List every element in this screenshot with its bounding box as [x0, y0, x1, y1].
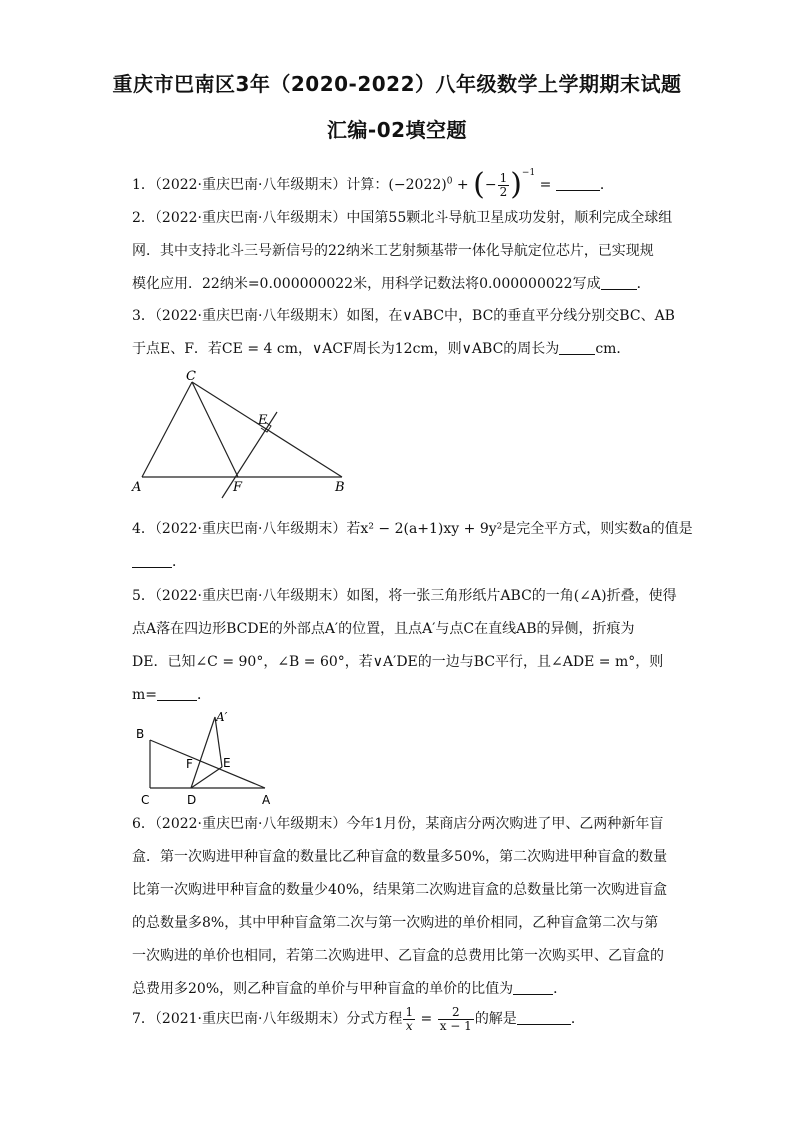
fig3-label-a: A — [132, 480, 142, 495]
fig3-label-c: C — [186, 370, 196, 384]
q5-answer-blank[interactable] — [157, 686, 197, 701]
fig5-label-a: A — [262, 793, 271, 807]
q5-line-3: DE．已知∠C = 90°，∠B = 60°，若∨A′DE的一边与BC平行，且∠ADE = m°，则 — [132, 654, 664, 670]
q6-line-1: 6．（2022·重庆巴南·八年级期末）今年1月份，某商店分两次购进了甲、乙两种新年盲 — [132, 816, 664, 832]
q7-suffix: 的解是 — [474, 1011, 517, 1027]
fig5-folded-ea1 — [215, 717, 222, 767]
question-7 — [132, 1003, 664, 1036]
q1-exponent-neg-one: −1 — [521, 168, 536, 178]
q2-line-2: 网．其中支持北斗三号新信号的22纳米工艺射频基带一体化导航定位芯片，已实现规 — [132, 243, 654, 259]
q1-answer-blank[interactable] — [556, 176, 600, 191]
fig5-side-ba — [150, 740, 265, 788]
q6-line-2: 盒．第一次购进甲种盲盒的数量比乙种盲盒的数量多50%，第二次购进甲种盲盒的数量 — [132, 849, 668, 865]
question-6 — [132, 808, 668, 1006]
q1-minus: − — [484, 177, 497, 193]
q2-end: ． — [636, 276, 651, 292]
q4-end: ． — [172, 554, 186, 570]
q5-end: ． — [197, 687, 212, 703]
question-1 — [132, 157, 664, 202]
fig5-label-a-prime: A′ — [216, 710, 228, 724]
q1-fraction-numerator: 1 — [499, 170, 508, 185]
fig5-label-d: D — [187, 793, 197, 807]
q1-fraction-denominator: 2 — [499, 184, 508, 199]
q1-exponent-zero: 0 — [446, 176, 453, 187]
fig5-label-e: E — [223, 756, 231, 770]
fig3-label-f: F — [233, 480, 243, 495]
page-subtitle: 汇编-02填空题 — [326, 118, 468, 142]
q2-line-1: 2．（2022·重庆巴南·八年级期末）中国第55颗北斗导航卫星成功发射，顺利完成全球组 — [132, 210, 673, 226]
figure-q5-fold — [130, 705, 290, 810]
q6-answer-blank[interactable] — [513, 980, 553, 995]
q6-end: ． — [553, 981, 568, 997]
q1-paren-right: ) — [510, 167, 522, 202]
q7-left-numerator: 1 — [405, 1004, 414, 1019]
q7-fraction-right — [438, 1006, 474, 1033]
q7-end: ． — [570, 1011, 585, 1027]
q7-left-denominator: x — [405, 1018, 413, 1033]
q5-line-1: 5．（2022·重庆巴南·八年级期末）如图，将一张三角形纸片ABC的一角(∠A)折叠，使得 — [132, 588, 677, 604]
q7-equals: = — [416, 1011, 437, 1027]
fig5-folded-da1 — [191, 717, 215, 788]
q2-answer-blank[interactable] — [601, 275, 637, 290]
page-title: 重庆市巴南区3年（2020-2022）八年级数学上学期期末试题 — [112, 72, 682, 96]
fig5-label-b: B — [136, 727, 145, 741]
q3-line-1: 3．（2022·重庆巴南·八年级期末）如图，在∨ABC中，BC的垂直平分线分别交BC、AB — [132, 308, 675, 324]
fig3-label-e: E — [258, 413, 268, 428]
fig3-label-b: B — [335, 480, 345, 495]
q7-fraction-left — [403, 1006, 415, 1033]
fig5-crease-de — [191, 767, 222, 788]
fig5-label-f: F — [186, 757, 193, 771]
question-2 — [132, 202, 673, 301]
question-3 — [132, 300, 675, 366]
q1-equals: = — [535, 177, 556, 193]
q5-line-2: 点A落在四边形BCDE的外部点A′的位置，且点A′与点C在直线AB的异侧，折痕为 — [132, 621, 635, 637]
q7-right-denominator: x − 1 — [439, 1018, 472, 1033]
q6-line-4: 的总数量多8%，其中甲种盲盒第二次与第一次购进的单价相同，乙种盲盒第二次与第 — [132, 915, 659, 931]
q3-unit: cm． — [595, 341, 631, 357]
q7-prefix: 7．（2021·重庆巴南·八年级期末）分式方程 — [132, 1011, 403, 1027]
q5-line-4: m= — [132, 687, 158, 703]
fig3-side-ca — [142, 382, 192, 477]
q3-answer-blank[interactable] — [559, 340, 595, 355]
q2-line-3: 模化应用．22纳米=0.000000022米，用科学记数法将0.000000022写成 — [132, 276, 601, 292]
q3-line-2: 于点E、F．若CE = 4 cm，∨ACF周长为12cm，则∨ABC的周长为 — [132, 341, 560, 357]
q1-fraction — [498, 172, 510, 199]
q7-answer-blank[interactable] — [517, 1010, 571, 1025]
q6-line-6: 总费用多20%，则乙种盲盒的单价与甲种盲盒的单价的比值为 — [132, 981, 514, 997]
figure-q3-triangle — [130, 370, 360, 500]
q6-line-3: 比第一次购进甲种盲盒的数量少40%，结果第二次购进盲盒的总数量比第一次购进盲盒 — [132, 882, 668, 898]
q4-answer-blank[interactable] — [132, 553, 172, 568]
q4-line-1: 4．（2022·重庆巴南·八年级期末）若x² − 2(a+1)xy + 9y²是完全平方式，则实数a的值是 — [132, 521, 693, 537]
q1-prefix: 1．（2022·重庆巴南·八年级期末）计算：(−2022) — [132, 177, 447, 193]
question-4 — [132, 513, 693, 579]
q7-right-numerator: 2 — [438, 1006, 474, 1020]
q1-plus: + — [452, 177, 474, 193]
q6-line-5: 一次购进的单价也相同，若第二次购进甲、乙盲盒的总费用比第一次购买甲、乙盲盒的 — [132, 948, 664, 964]
question-5 — [132, 580, 677, 712]
q1-end: ． — [599, 177, 614, 193]
fig5-label-c: C — [141, 793, 150, 807]
q1-paren-left: ( — [473, 167, 485, 202]
